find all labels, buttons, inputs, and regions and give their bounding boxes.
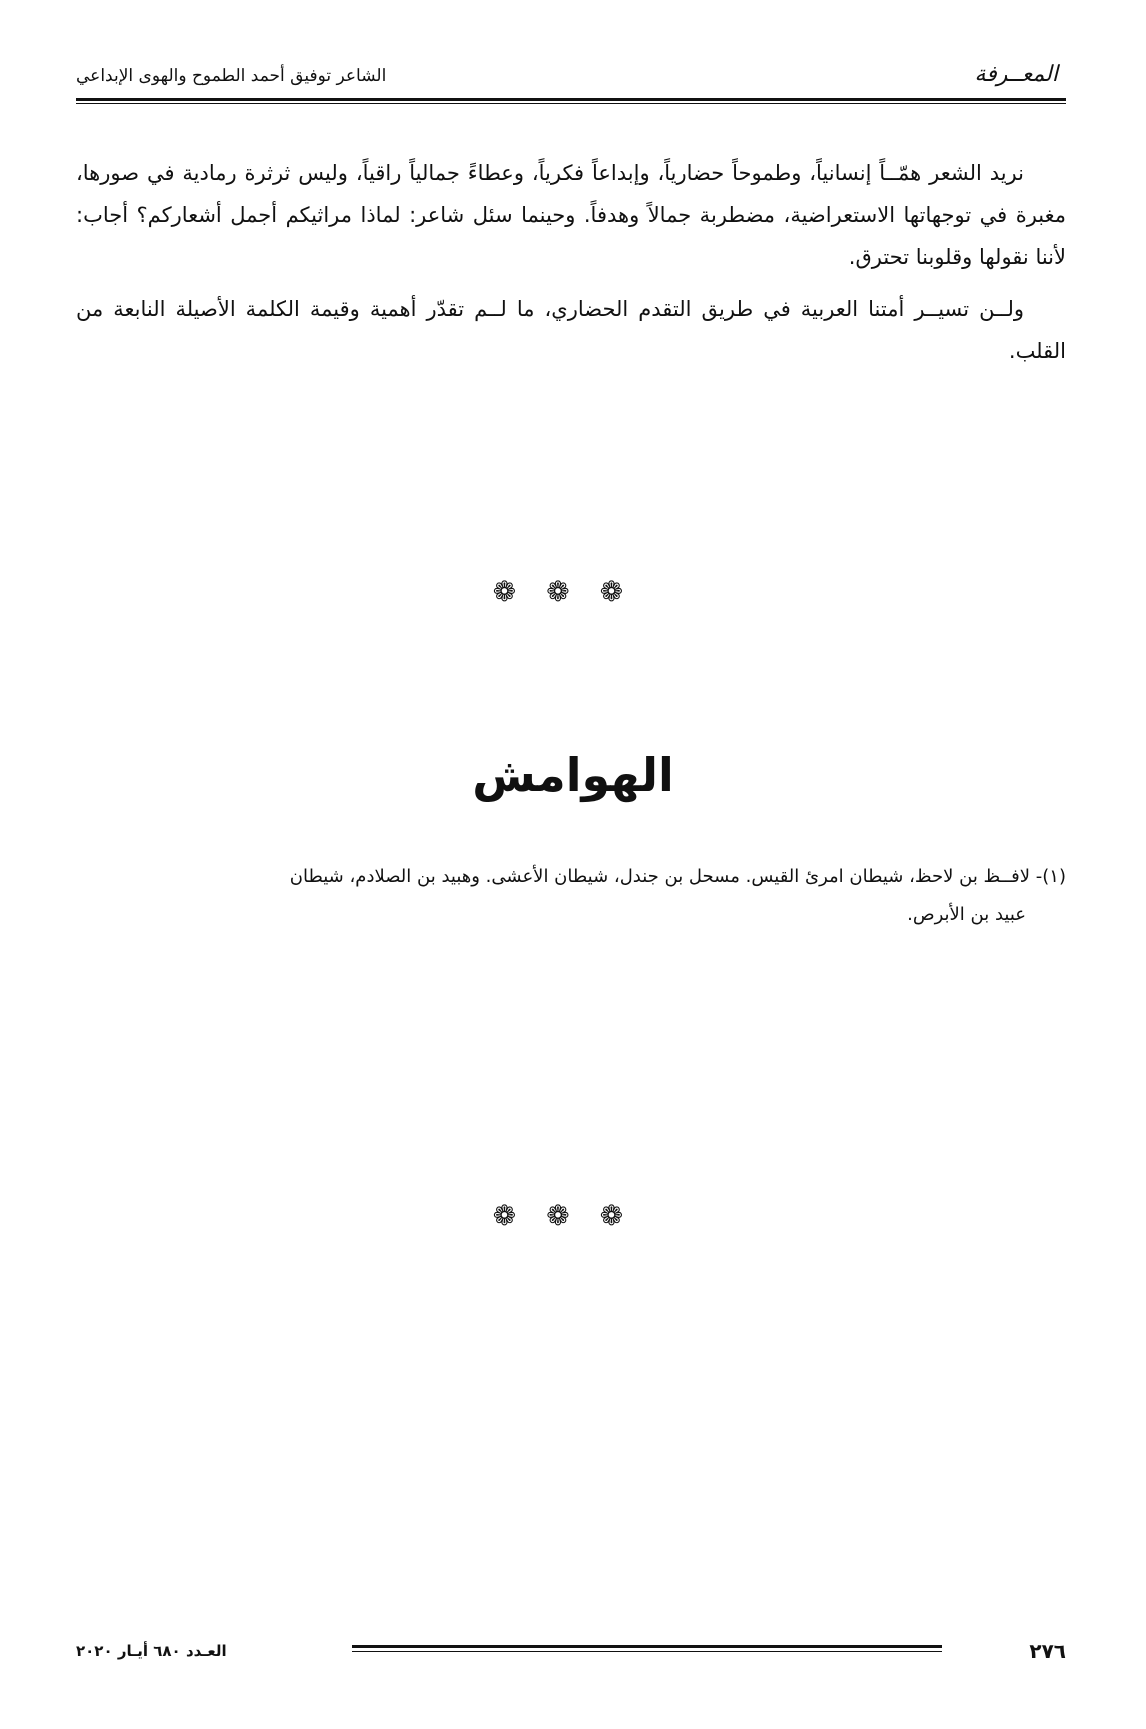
footnote-continuation: عبيد بن الأبرص. [907, 904, 1026, 925]
article-title: الشاعر توفيق أحمد الطموح والهوى الإبداعي [76, 66, 387, 86]
issue-info: العـدد ٦٨٠ أيـار ٢٠٢٠ [76, 1642, 227, 1660]
page-header [76, 58, 1066, 98]
footnotes-heading: الهوامش [472, 748, 674, 802]
article-body [76, 152, 1066, 382]
paragraph: ولــن تسيــر أمتنا العربية في طريق التقدم الحضاري، ما لــم تقدّر أهمية وقيمة الكلمة الأصيلة النابعة من القلب. [76, 297, 1066, 363]
section-separator: ❁❁❁ [492, 1199, 654, 1232]
header-divider [76, 98, 1066, 101]
paragraph: نريد الشعر همّــاً إنسانياً، وطموحاً حضارياً، وإبداعاً فكرياً، وعطاءً جمالياً راقياً، وليس ثرثرة رمادية في صورها، مغبرة في توجهاتها الاستعراضية، مضطربة جمالاً وهدفاً. وحينما سئل شاعر: لماذا مراثيكم أجمل أشعاركم؟ أجاب: لأننا نقولها وقلوبنا تحترق. [76, 161, 1066, 269]
section-separator: ❁❁❁ [492, 575, 654, 608]
footnote-text: (١)- لافــظ بن لاحظ، شيطان امرئ القيس. مسحل بن جندل، شيطان الأعشى. وهبيد بن الصلادم، شيطان [289, 866, 1066, 887]
footnote-item [76, 858, 1066, 934]
page-number: ٢٧٦ [1029, 1639, 1066, 1663]
footer-divider [352, 1645, 942, 1648]
magazine-logo: المعــرفة [974, 62, 1058, 87]
header-divider-thin [76, 103, 1066, 104]
footer-divider-thin [352, 1651, 942, 1652]
